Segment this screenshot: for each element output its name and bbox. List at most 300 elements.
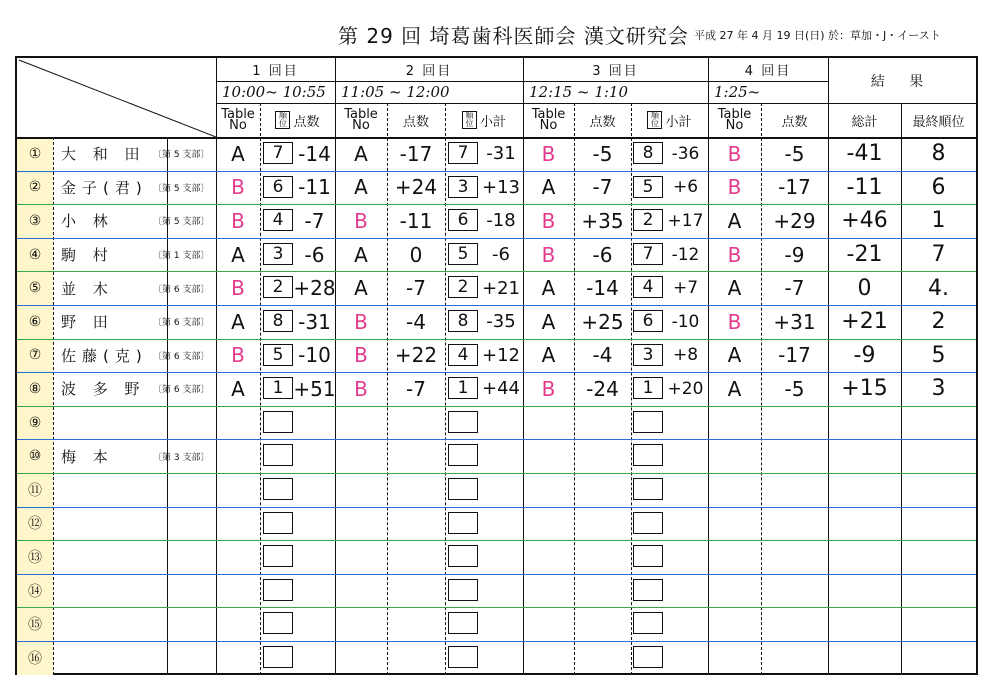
- round-score: [294, 607, 335, 641]
- table-no-mark: [708, 406, 761, 440]
- table-no-mark: A: [354, 141, 368, 166]
- round-score: -24: [586, 376, 619, 401]
- round-score: -4: [592, 343, 613, 368]
- round-score: -5: [784, 376, 805, 401]
- table-no-mark: [335, 473, 387, 507]
- round-score: -17: [778, 343, 811, 368]
- player-branch: 〔第 5 支部〕: [153, 183, 210, 194]
- round-subtotal: +8: [672, 345, 699, 366]
- round-subtotal: [479, 574, 523, 608]
- total-score: [828, 507, 901, 541]
- row-number: ⑥: [28, 313, 42, 330]
- table-no-mark: [523, 507, 574, 541]
- table-no-mark: B: [727, 309, 742, 334]
- rank-box: 7: [448, 142, 478, 164]
- final-rank: 5: [931, 342, 946, 368]
- total-score: -21: [846, 242, 883, 268]
- round-subtotal: [479, 540, 523, 574]
- table-no-mark: A: [541, 175, 556, 200]
- round-score: -7: [304, 208, 325, 233]
- col-table-no: Table No: [344, 107, 378, 133]
- rank-box: [263, 512, 293, 534]
- rank-box: [633, 411, 663, 433]
- round-subtotal: [663, 540, 708, 574]
- player-name: 大 和 田: [61, 145, 146, 164]
- round-subtotal: +12: [482, 344, 520, 366]
- round-score: -17: [778, 175, 811, 200]
- table-no-mark: [216, 507, 260, 541]
- row-number: ⑮: [28, 617, 42, 634]
- rank-box: 3: [633, 344, 663, 366]
- round-score: +25: [581, 309, 624, 334]
- round-score: [294, 641, 335, 675]
- rank-box: 7: [263, 142, 293, 164]
- col-label: 小計: [665, 114, 692, 130]
- rank-box: [633, 478, 663, 500]
- round-score: [761, 406, 828, 440]
- col-label: 点数: [293, 114, 320, 130]
- player-branch: 〔第 3 支部〕: [153, 452, 210, 463]
- player-branch: [151, 641, 215, 675]
- round-time: 11:05 ~ 12:00: [341, 83, 450, 101]
- round-time: 12:15 ~ 1:10: [529, 83, 629, 101]
- round-score: [574, 473, 631, 507]
- round-score: -10: [298, 343, 331, 368]
- rank-box: 8: [633, 142, 663, 164]
- round-subtotal: -10: [671, 311, 700, 332]
- table-no-mark: B: [354, 376, 368, 401]
- player-branch: 〔第 6 支部〕: [153, 385, 210, 396]
- round-score: [294, 406, 335, 440]
- round-subtotal: [663, 641, 708, 675]
- total-score: [828, 439, 901, 473]
- total-score: [828, 473, 901, 507]
- round-score: [387, 641, 445, 675]
- table-no-mark: [216, 574, 260, 608]
- rank-box: [263, 545, 293, 567]
- round-score: -17: [399, 141, 433, 166]
- table-no-mark: B: [727, 141, 742, 166]
- row-number: ④: [28, 246, 42, 263]
- round-subtotal: +13: [482, 176, 520, 198]
- table-no-mark: [708, 607, 761, 641]
- total-score: -11: [846, 174, 883, 200]
- round-score: -7: [406, 276, 426, 301]
- col-rank-score: [260, 103, 335, 137]
- rank-box: [448, 478, 478, 500]
- grid-hline: [216, 103, 976, 104]
- final-rank: 6: [931, 174, 946, 200]
- rank-box: 5: [448, 243, 478, 265]
- table-no-mark: [708, 540, 761, 574]
- round-subtotal: +6: [672, 177, 699, 198]
- row-number: ⑪: [28, 482, 42, 499]
- player-branch: [151, 607, 215, 641]
- table-no-mark: B: [727, 175, 742, 200]
- player-branch: [151, 507, 215, 541]
- table-no-mark: A: [541, 343, 556, 368]
- table-no-mark: A: [727, 343, 742, 368]
- total-score: [828, 641, 901, 675]
- table-no-mark: B: [541, 208, 556, 233]
- player-branch: [151, 473, 215, 507]
- round-score: [387, 607, 445, 641]
- round-score: [294, 439, 335, 473]
- rank-box: 4: [448, 344, 478, 366]
- rank-box: 2: [263, 276, 293, 298]
- page-title: 第 29 回 埼葛歯科医師会 漢文研究会: [338, 24, 689, 48]
- round-subtotal: +21: [482, 277, 520, 299]
- player-branch: 〔第 5 支部〕: [153, 150, 210, 161]
- final-rank: 4.: [928, 275, 949, 301]
- round-score: +35: [581, 208, 624, 233]
- round-score: [574, 439, 631, 473]
- rank-box: [263, 646, 293, 668]
- rank-box: 5: [633, 176, 663, 198]
- rank-box: [263, 411, 293, 433]
- rank-box: 1: [633, 377, 663, 399]
- final-rank: 3: [931, 376, 946, 402]
- table-no-mark: A: [354, 276, 368, 301]
- rank-box: [633, 512, 663, 534]
- score-table: [15, 56, 978, 675]
- player-branch: [151, 574, 215, 608]
- player-branch: 〔第 6 支部〕: [153, 318, 210, 329]
- col-score: 点数: [402, 114, 429, 130]
- rank-box: 3: [448, 176, 478, 198]
- total-score: +21: [841, 309, 888, 335]
- row-number: ③: [28, 212, 42, 229]
- col-table-no: Table No: [221, 107, 255, 133]
- table-no-mark: B: [354, 208, 368, 233]
- table-no-mark: [216, 439, 260, 473]
- player-branch: [151, 406, 215, 440]
- round-score: +28: [293, 276, 336, 301]
- round-score: [761, 607, 828, 641]
- table-no-mark: A: [727, 276, 742, 301]
- table-no-mark: A: [354, 242, 368, 267]
- table-no-mark: A: [727, 376, 742, 401]
- round-score: -5: [784, 141, 805, 166]
- table-no-mark: [216, 473, 260, 507]
- round-subtotal: [479, 507, 523, 541]
- round-score: [387, 406, 445, 440]
- rank-box: 2: [633, 209, 663, 231]
- col-final-rank: 最終順位: [912, 114, 965, 130]
- table-no-mark: [523, 473, 574, 507]
- table-no-mark: [335, 540, 387, 574]
- round-subtotal: -35: [486, 311, 516, 333]
- player-name: [57, 607, 155, 641]
- table-no-mark: [335, 607, 387, 641]
- rank-box: [448, 545, 478, 567]
- table-no-mark: B: [727, 242, 742, 267]
- round-score: +31: [773, 309, 816, 334]
- round-score: [574, 507, 631, 541]
- final-rank: [901, 607, 976, 641]
- player-branch: 〔第 6 支部〕: [153, 284, 210, 295]
- table-no-mark: [708, 507, 761, 541]
- rank-box: [448, 579, 478, 601]
- round-subtotal: -6: [492, 244, 510, 266]
- final-rank: 2: [931, 309, 946, 335]
- round-score: [294, 540, 335, 574]
- round-score: [761, 473, 828, 507]
- table-no-mark: [708, 641, 761, 675]
- rank-box: [448, 646, 478, 668]
- round-score: [387, 473, 445, 507]
- table-no-mark: A: [231, 141, 245, 166]
- player-name: 波 多 野: [61, 380, 146, 399]
- table-no-mark: A: [231, 376, 245, 401]
- rank-box: [448, 444, 478, 466]
- grid-vline: [260, 103, 261, 675]
- round-score: [761, 641, 828, 675]
- round-score: [574, 641, 631, 675]
- table-no-mark: B: [231, 276, 245, 301]
- round-score: [387, 540, 445, 574]
- round-score: -6: [592, 242, 613, 267]
- rank-box: 6: [448, 209, 478, 231]
- row-number: ⑦: [28, 347, 42, 364]
- player-name: 佐藤(克): [61, 346, 148, 365]
- round-score: [387, 574, 445, 608]
- player-name: 梅 本: [61, 447, 114, 466]
- player-name: [57, 507, 155, 541]
- row-number: ⑤: [28, 280, 42, 297]
- round-subtotal: -31: [486, 143, 516, 165]
- sheet-header: [0, 18, 1000, 48]
- table-no-mark: [335, 641, 387, 675]
- round-subtotal: -12: [671, 244, 700, 265]
- rank-box: [633, 579, 663, 601]
- round-subtotal: [663, 507, 708, 541]
- col-rank-subtotal: [631, 103, 708, 137]
- round-score: [294, 574, 335, 608]
- final-rank: [901, 406, 976, 440]
- rank-box: 1: [448, 377, 478, 399]
- round-subtotal: [479, 473, 523, 507]
- round-score: -7: [406, 376, 426, 401]
- round-score: -14: [298, 141, 331, 166]
- col-score: 点数: [589, 114, 616, 130]
- rank-box: 4: [633, 276, 663, 298]
- round-label: 1 回目: [252, 64, 299, 79]
- player-name: 金子(君): [61, 178, 148, 197]
- round-score: -9: [784, 242, 805, 267]
- table-no-mark: B: [231, 175, 245, 200]
- round-subtotal: [479, 439, 523, 473]
- round-score: [387, 439, 445, 473]
- rank-box: [448, 411, 478, 433]
- round-score: +22: [394, 343, 438, 368]
- round-subtotal: [663, 439, 708, 473]
- table-no-mark: B: [541, 141, 556, 166]
- row-number: ⑧: [28, 380, 42, 397]
- rank-box: [448, 512, 478, 534]
- total-score: -9: [853, 342, 876, 368]
- final-rank: [901, 641, 976, 675]
- round-score: [761, 507, 828, 541]
- rank-box: 3: [263, 243, 293, 265]
- round-subtotal: [663, 473, 708, 507]
- round-subtotal: [479, 607, 523, 641]
- round-score: [761, 574, 828, 608]
- total-score: [828, 574, 901, 608]
- col-table-no: Table No: [531, 107, 566, 133]
- table-no-mark: A: [231, 242, 245, 267]
- table-no-mark: [708, 439, 761, 473]
- result-label: 結 果: [870, 73, 934, 90]
- round-score: [574, 607, 631, 641]
- row-number: ⑩: [28, 448, 42, 465]
- col-table-no: Table No: [717, 107, 752, 133]
- table-no-mark: [708, 473, 761, 507]
- table-no-mark: A: [354, 175, 368, 200]
- round-score: [574, 574, 631, 608]
- round-score: [574, 540, 631, 574]
- table-no-mark: A: [541, 309, 556, 334]
- rank-box: [263, 444, 293, 466]
- table-no-mark: [335, 406, 387, 440]
- final-rank: [901, 439, 976, 473]
- player-branch: 〔第 6 支部〕: [153, 351, 210, 362]
- event-date-venue: 平成 27 年 4 月 19 日(日) 於：草加・J・イースト: [694, 29, 941, 42]
- table-no-mark: [523, 607, 574, 641]
- table-no-mark: [216, 540, 260, 574]
- round-score: -5: [592, 141, 613, 166]
- round-score: [761, 540, 828, 574]
- round-score: -14: [586, 276, 619, 301]
- round-time: 10:00~ 10:55: [222, 83, 326, 101]
- round-subtotal: -18: [486, 210, 516, 232]
- round-subtotal: [663, 607, 708, 641]
- total-score: [828, 540, 901, 574]
- round-score: [387, 507, 445, 541]
- rank-box: 1: [263, 377, 293, 399]
- rank-box: 2: [448, 276, 478, 298]
- round-label: 4 回目: [744, 64, 792, 79]
- rank-box: 8: [263, 310, 293, 332]
- round-score: -7: [592, 175, 613, 200]
- rank-box: 5: [263, 344, 293, 366]
- player-name: 小 林: [61, 212, 114, 231]
- row-number: ⑨: [28, 414, 42, 431]
- rank-box: 6: [633, 310, 663, 332]
- row-number: ①: [28, 145, 42, 162]
- total-score: +46: [841, 208, 888, 234]
- round-subtotal: [663, 406, 708, 440]
- table-no-mark: A: [231, 309, 245, 334]
- table-no-mark: [523, 439, 574, 473]
- rank-box: [448, 612, 478, 634]
- final-rank: 8: [931, 141, 946, 167]
- round-score: -6: [304, 242, 325, 267]
- final-rank: [901, 473, 976, 507]
- grid-vline: [445, 103, 446, 675]
- round-subtotal: +20: [667, 378, 704, 399]
- grid-vline: [631, 103, 632, 675]
- round-subtotal: -36: [671, 143, 700, 164]
- round-score: [574, 406, 631, 440]
- col-total: 総計: [851, 114, 878, 130]
- table-no-mark: A: [727, 208, 742, 233]
- table-no-mark: [335, 439, 387, 473]
- round-score: +51: [293, 376, 336, 401]
- rank-box: [633, 444, 663, 466]
- final-rank: [901, 574, 976, 608]
- header-diagonal: [17, 58, 216, 137]
- table-no-mark: [335, 574, 387, 608]
- rank-box: [263, 612, 293, 634]
- rank-box: 7: [633, 243, 663, 265]
- round-score: -7: [784, 276, 805, 301]
- table-no-mark: [216, 406, 260, 440]
- rank-box: [633, 545, 663, 567]
- rank-box: [633, 646, 663, 668]
- player-name: [57, 406, 155, 440]
- final-rank: [901, 507, 976, 541]
- player-branch: 〔第 1 支部〕: [153, 251, 210, 262]
- final-rank: 7: [931, 242, 946, 268]
- player-name: 野 田: [61, 313, 114, 332]
- total-score: +15: [841, 376, 888, 402]
- round-subtotal: +7: [672, 278, 699, 299]
- table-no-mark: [523, 406, 574, 440]
- player-branch: [151, 540, 215, 574]
- round-time: 1:25~: [714, 83, 761, 101]
- round-score: -11: [399, 208, 433, 233]
- row-number: ⑯: [28, 650, 42, 667]
- table-no-mark: [523, 574, 574, 608]
- table-no-mark: B: [231, 208, 245, 233]
- rank-header-box: 順位: [275, 111, 290, 129]
- row-number: ⑭: [28, 583, 42, 600]
- col-score: 点数: [781, 114, 808, 130]
- col-rank-subtotal: [445, 103, 523, 137]
- col-label: 小計: [479, 114, 506, 130]
- total-score: -41: [846, 141, 883, 167]
- player-name: [57, 473, 155, 507]
- row-number: ⑫: [28, 516, 42, 533]
- rank-header-box: 順位: [462, 111, 477, 129]
- row-number: ②: [28, 179, 42, 196]
- table-no-mark: [523, 540, 574, 574]
- player-name: 駒 村: [61, 246, 114, 265]
- total-score: [828, 607, 901, 641]
- rank-box: [633, 612, 663, 634]
- round-score: [294, 507, 335, 541]
- table-no-mark: B: [354, 309, 368, 334]
- player-name: [57, 641, 155, 675]
- total-score: [828, 406, 901, 440]
- rank-box: 8: [448, 310, 478, 332]
- round-score: [761, 439, 828, 473]
- rank-header-box: 順位: [647, 111, 662, 129]
- round-label: 3 回目: [592, 64, 639, 79]
- rank-box: 6: [263, 176, 293, 198]
- table-no-mark: [708, 574, 761, 608]
- table-no-mark: B: [541, 376, 556, 401]
- table-no-mark: [216, 607, 260, 641]
- table-no-mark: A: [541, 276, 556, 301]
- round-label: 2 回目: [405, 64, 453, 79]
- final-rank: [901, 540, 976, 574]
- row-number: ⑬: [28, 549, 42, 566]
- round-subtotal: [663, 574, 708, 608]
- player-name: 並 木: [61, 279, 114, 298]
- round-score: -31: [298, 309, 331, 334]
